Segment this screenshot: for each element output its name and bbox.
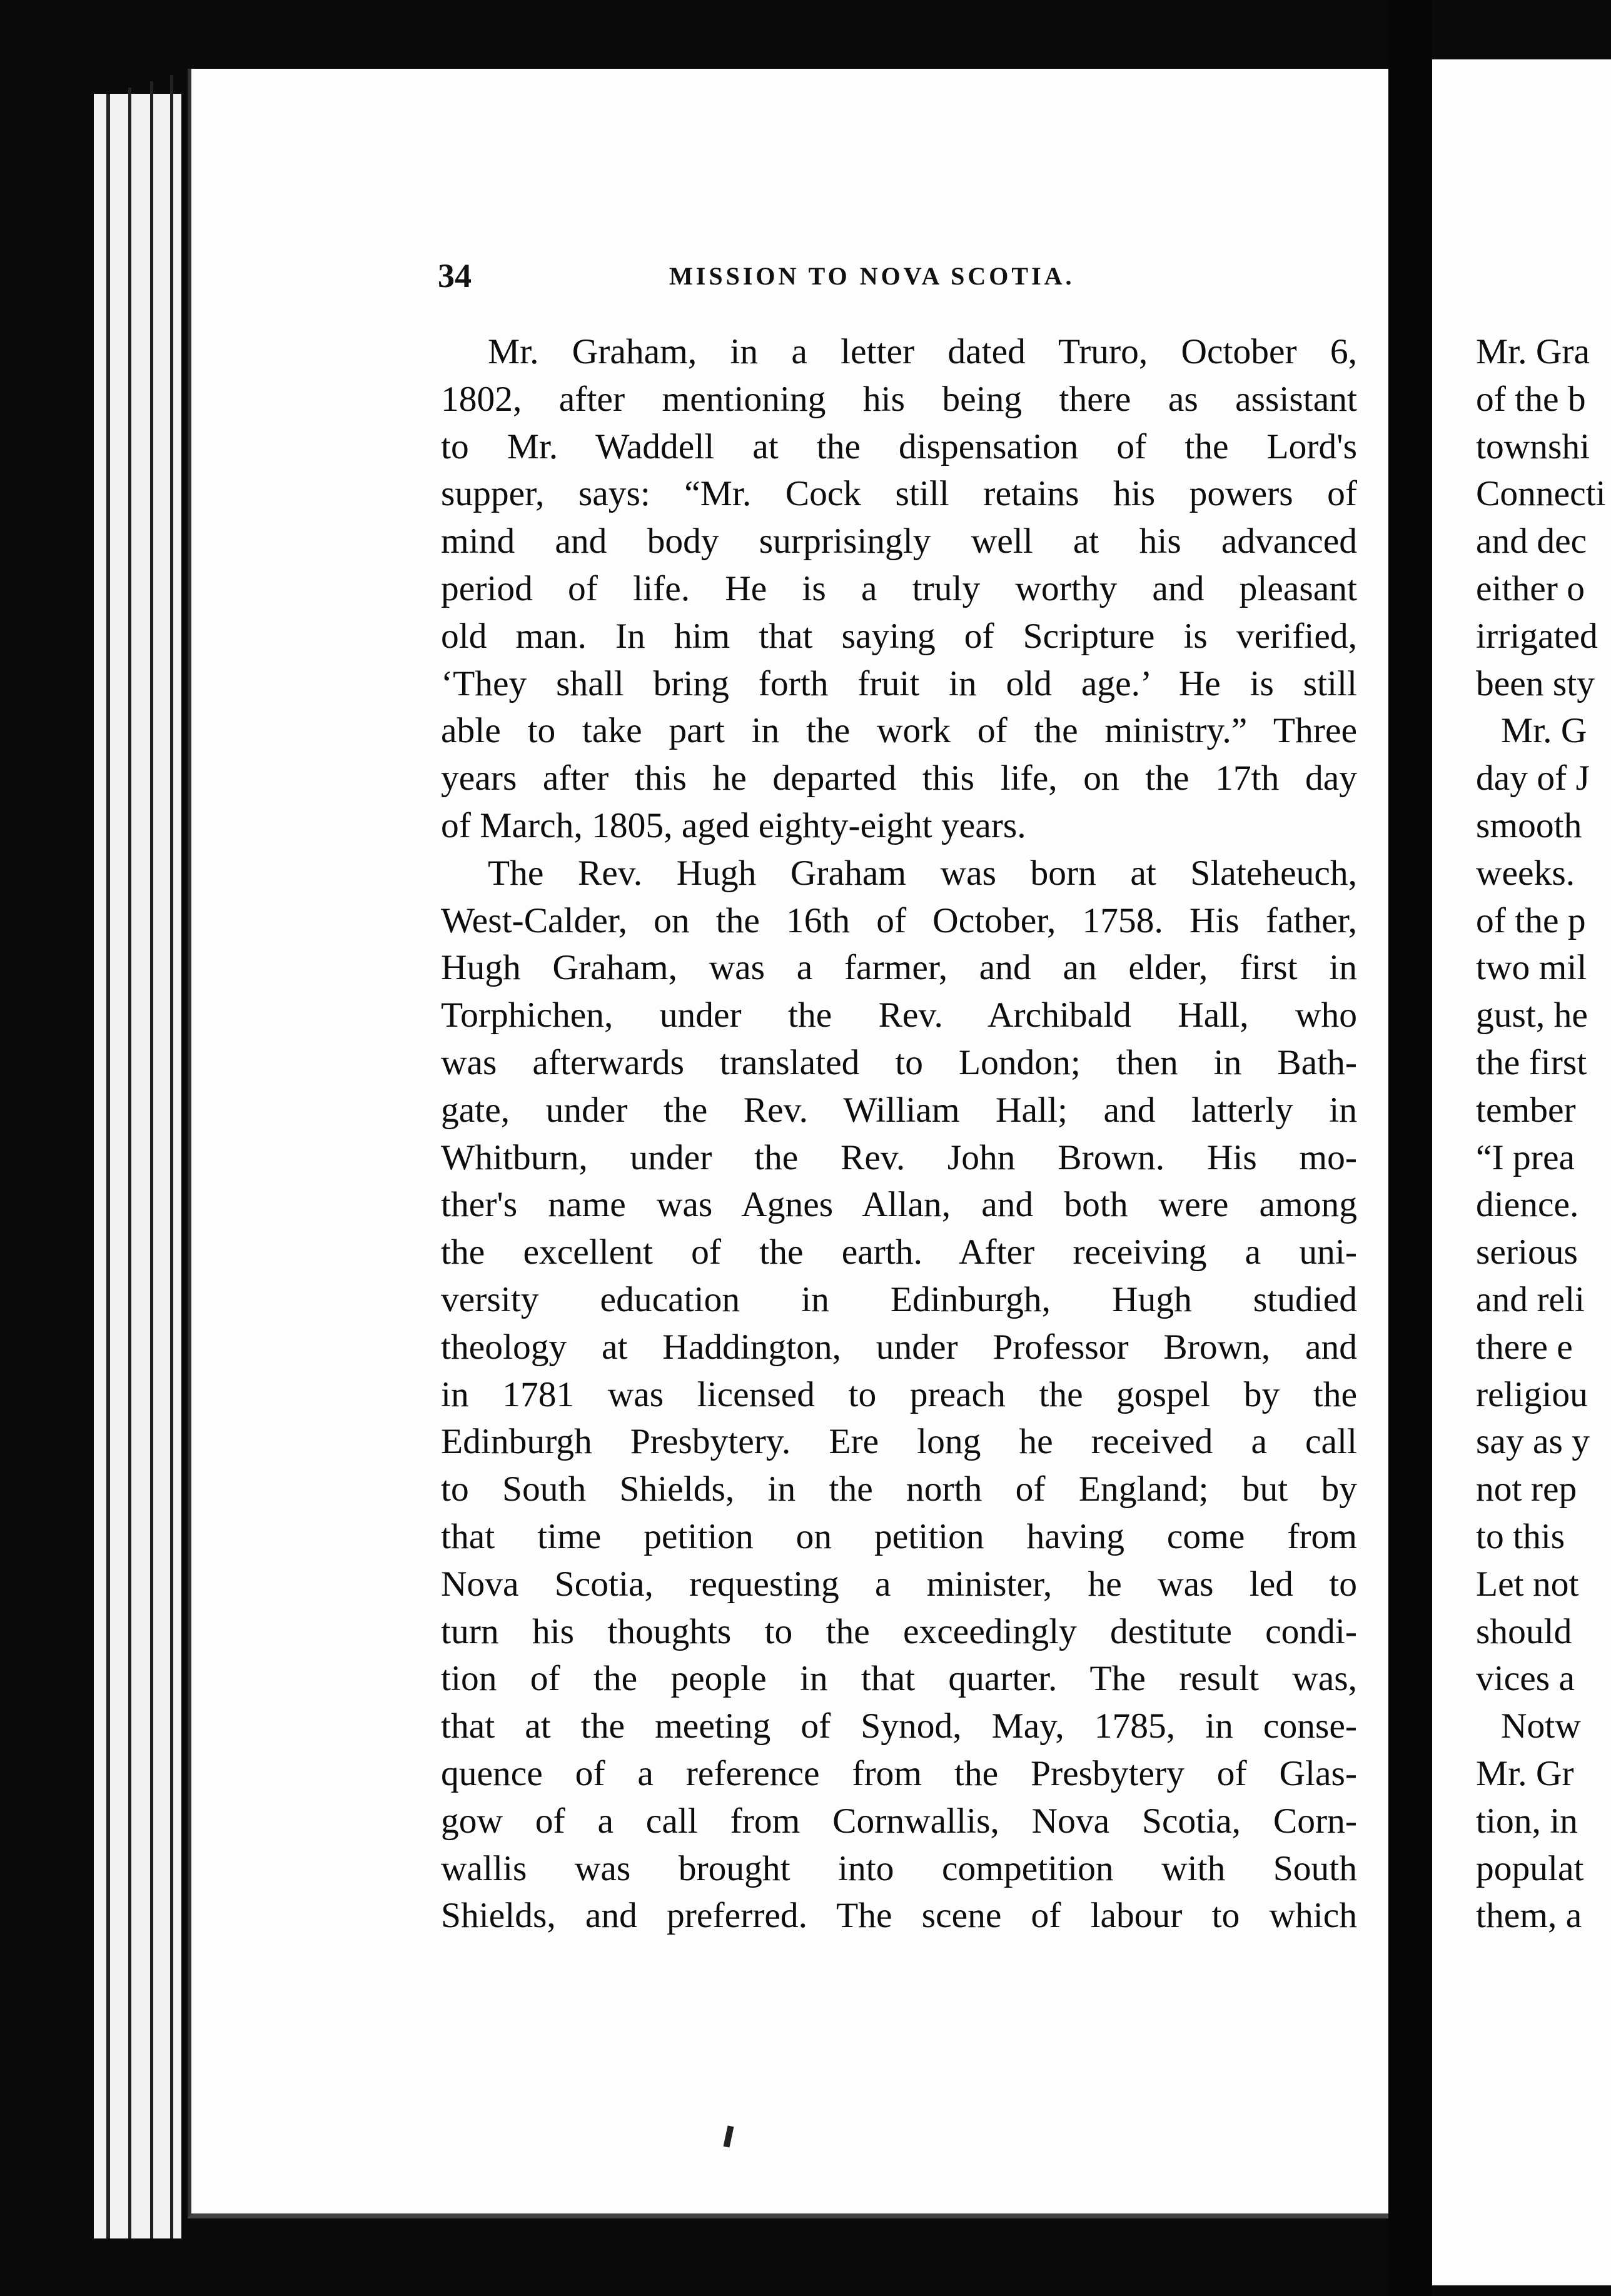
- page-edge-line: [150, 81, 153, 2238]
- text-line: ‘They shall bring forth fruit in old age.’ He is still: [441, 663, 1357, 703]
- text-line: turn his thoughts to the exceedingly destitute condi-: [441, 1611, 1357, 1651]
- page-edge-line: [106, 94, 110, 2238]
- fragment-line: either o: [1476, 568, 1585, 608]
- text-line: gate, under the Rev. William Hall; and latterly in: [441, 1090, 1357, 1130]
- fragment-line: say as y: [1476, 1422, 1590, 1462]
- text-line: The Rev. Hugh Graham was born at Slateheuch,: [488, 853, 1357, 893]
- text-line: Mr. Graham, in a letter dated Truro, October 6,: [488, 332, 1357, 371]
- fragment-line: townshi: [1476, 426, 1590, 466]
- text-line: in 1781 was licensed to preach the gospel by the: [441, 1374, 1357, 1414]
- fragment-line: tion, in: [1476, 1801, 1578, 1841]
- fragment-line: day of J: [1476, 758, 1590, 798]
- fragment-line: Mr. G: [1501, 711, 1587, 751]
- running-title: MISSION TO NOVA SCOTIA.: [669, 262, 1075, 290]
- fragment-line: not rep: [1476, 1469, 1577, 1509]
- fragment-line: weeks.: [1476, 853, 1575, 893]
- text-line: Whitburn, under the Rev. John Brown. His mo-: [441, 1137, 1357, 1177]
- text-line: old man. In him that saying of Scripture is verified,: [441, 616, 1357, 656]
- fragment-line: gust, he: [1476, 995, 1588, 1035]
- fragment-line: them, a: [1476, 1896, 1582, 1936]
- text-line: gow of a call from Cornwallis, Nova Scotia, Corn-: [441, 1801, 1357, 1841]
- fragment-line: Mr. Gra: [1476, 332, 1590, 371]
- text-line: theology at Haddington, under Professor Brown, and: [441, 1327, 1357, 1367]
- fragment-line: should: [1476, 1611, 1572, 1651]
- text-line: West-Calder, on the 16th of October, 1758. His father,: [441, 900, 1357, 940]
- fragment-line: Mr. Gr: [1476, 1753, 1574, 1793]
- fragment-line: “I prea: [1476, 1137, 1575, 1177]
- fragment-line: there e: [1476, 1327, 1573, 1367]
- text-line: tion of the people in that quarter. The result was,: [441, 1659, 1357, 1699]
- page-number: 34: [438, 257, 472, 295]
- fragment-line: Connecti: [1476, 474, 1606, 514]
- text-line: the excellent of the earth. After receiving a uni-: [441, 1232, 1357, 1272]
- fragment-line: and dec: [1476, 521, 1587, 561]
- text-line: years after this he departed this life, on the 17th day: [441, 758, 1357, 798]
- fragment-line: smooth: [1476, 805, 1582, 845]
- fragment-line: vices a: [1476, 1659, 1575, 1699]
- right-column-fragment: [1476, 328, 1611, 1940]
- text-line: that at the meeting of Synod, May, 1785, in conse-: [441, 1706, 1357, 1746]
- page-edge-line: [170, 75, 173, 2238]
- text-line: Torphichen, under the Rev. Archibald Hall, who: [441, 995, 1357, 1035]
- text-line: ther's name was Agnes Allan, and both were among: [441, 1185, 1357, 1225]
- text-line: was afterwards translated to London; then in Bath-: [441, 1042, 1357, 1082]
- text-line: Edinburgh Presbytery. Ere long he received a call: [441, 1422, 1357, 1462]
- fragment-line: religiou: [1476, 1374, 1588, 1414]
- fragment-line: of the p: [1476, 900, 1586, 940]
- text-line: supper, says: “Mr. Cock still retains his powers of: [441, 474, 1357, 514]
- fragment-line: the first: [1476, 1042, 1587, 1082]
- text-line: to South Shields, in the north of England; but by: [441, 1469, 1357, 1509]
- text-line: wallis was brought into competition with South: [441, 1848, 1357, 1888]
- fragment-line: been sty: [1476, 663, 1595, 703]
- text-line: quence of a reference from the Presbytery of Glas-: [441, 1753, 1357, 1793]
- fragment-line: tember: [1476, 1090, 1576, 1130]
- text-line: Nova Scotia, requesting a minister, he was led to: [441, 1564, 1357, 1604]
- fragment-line: dience.: [1476, 1185, 1579, 1225]
- left-column-text: [441, 328, 1357, 1940]
- fragment-line: irrigated: [1476, 616, 1598, 656]
- fragment-line: to this: [1476, 1516, 1565, 1556]
- text-line: mind and body surprisingly well at his advanced: [441, 521, 1357, 561]
- page-edge-line: [128, 88, 131, 2238]
- fragment-line: and reli: [1476, 1279, 1585, 1319]
- fragment-line: Notw: [1501, 1706, 1581, 1746]
- fragment-line: serious: [1476, 1232, 1578, 1272]
- text-line: Hugh Graham, was a farmer, and an elder, first in: [441, 948, 1357, 988]
- fragment-line: Let not: [1476, 1564, 1579, 1604]
- text-line: Shields, and preferred. The scene of labour to which: [441, 1896, 1357, 1936]
- text-line: that time petition on petition having come from: [441, 1516, 1357, 1556]
- text-line: of March, 1805, aged eighty-eight years.: [441, 805, 1026, 845]
- text-line: to Mr. Waddell at the dispensation of the Lord's: [441, 426, 1357, 466]
- running-head: [438, 256, 1388, 294]
- book-gutter: [1388, 0, 1432, 2296]
- fragment-line: two mil: [1476, 948, 1587, 988]
- text-line: period of life. He is a truly worthy and pleasant: [441, 568, 1357, 608]
- fragment-line: populat: [1476, 1848, 1584, 1888]
- text-line: versity education in Edinburgh, Hugh studied: [441, 1279, 1357, 1319]
- fragment-line: of the b: [1476, 379, 1586, 419]
- text-line: 1802, after mentioning his being there as assistant: [441, 379, 1357, 419]
- text-line: able to take part in the work of the ministry.” Three: [441, 711, 1357, 751]
